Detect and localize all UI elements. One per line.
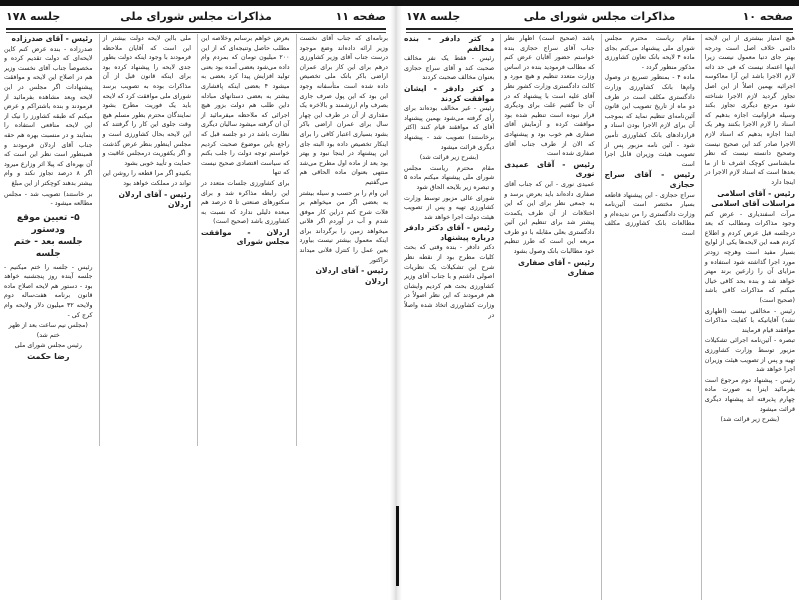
heading-line-2: جلسه بعد - ختم جلسه bbox=[13, 236, 83, 259]
speaker-line: رئیس - آقای اسلامی bbox=[717, 188, 795, 198]
paragraph: مقام ریاست محترم مجلس شورای ملی پیشنهاد می‌کنم بجای ماده ۴ لایحه بانک تعاون کشاورزی مذکور منظور گردد - bbox=[604, 35, 695, 71]
page-header bbox=[6, 8, 386, 28]
paragraph: مرآت اسفندیاری - عرض کنم وجود مذاکرات ومطالب که بعد درجلسه قبل عرض کردم و اطلاع کردم همه این لایحه‌ها یکی از لوایح بسیار مفید است وهرچه زودتر مورد اجرا گذاشته شود استفاده و مزایای آن را زارعین برند مهتر خواهد شد و بنده بحد کافی خیال میکنم که مذاکرات کافی باشد (صحیح است) bbox=[704, 210, 795, 305]
paragraph: این وام را بر حسب و سیله بیشتر به بعضی اگر من میخواهم بر فلات شرح کنم دراین کار موفق شدم و آب در آوردم اگر فلانی میخواهد زمین را برگرداند برای اینکه معمول بیشتر نیست بیاورد بعین عمل را کنترل فلانی میداند تراکتور bbox=[299, 189, 388, 264]
paragraph: سراج حجازی - این پیشنهاد قاطعه بسیار مختصر است آئین‌نامه وزارت دادگستری را من ندیده‌ام و مطالعات بانک کشاورزی مکلف است bbox=[604, 191, 695, 237]
heading-line-1: ۵- تعیین موقع ودستور bbox=[16, 212, 80, 235]
speaker-line: رئیس - آقای صفاری bbox=[517, 257, 595, 267]
column-4 bbox=[404, 34, 494, 600]
column-3 bbox=[500, 34, 594, 600]
page-title: مذاکرات مجلس شورای ملی bbox=[523, 10, 676, 23]
page-number: صفحه ۱۱ bbox=[335, 10, 386, 23]
reading-note: (بشرح زیر قرائت شد) bbox=[419, 154, 479, 162]
scan-edge-mark bbox=[396, 506, 399, 586]
paragraph: بعرض خواهم برسانم وخلاصه این مطلب حاصل وتنیجه‌ای که از این ۲۰۰ میلیون تومان که بمردم وام داده می‌شود بعضی آمده بود بعنی تولید افزایش پیدا کرد بعضی به میشود ۴ بعضی اینکه پافشاری بیشتر به بعضی دستانهای مبادله داین طلب هم دولت بزور هیچ اجرائی که ملاحظه میفرمائید از آن ان گرفته میشود سالیان دیگری نظارت باشد در دو جلسه قبل که راجع باین موضوع صحبت کردیم خواستم توجه دولت را جلب بکنم که سیاست اقتصادی صحیح نیست که تنها bbox=[201, 35, 290, 177]
columns bbox=[404, 34, 795, 600]
speaker-name: اردلان bbox=[364, 276, 388, 286]
speaker-name: صفاری bbox=[567, 268, 595, 278]
speaker-line: رئیس - آقای عمیدی نوری bbox=[504, 159, 595, 179]
column-2 bbox=[601, 34, 695, 600]
header-rule-thin bbox=[6, 32, 386, 33]
speaker-line: رئیس - آقای اردلان bbox=[315, 266, 388, 276]
speaker-line: رئیس - آقای صدرزاده bbox=[11, 34, 93, 43]
newspaper-spread bbox=[0, 6, 799, 600]
header-rule bbox=[406, 28, 793, 30]
page-number: صفحه ۱۰ bbox=[742, 10, 793, 23]
paragraph: رئیس - فقط یک نفر مخالف صحبت کند و آقای سراج حجازی بعنوان مخالف صحبت کردند bbox=[404, 55, 495, 82]
header-rule bbox=[6, 28, 386, 30]
paragraph: تبصره - آئین‌نامه اجرائی تشکیلات مزبور توسط وزارت کشاورزی تهیه و پس از تصویب هیئت وزیران اجرا خواهد شد bbox=[704, 337, 795, 374]
page-title: مذاکرات مجلس شورای ملی bbox=[120, 10, 272, 23]
paragraph: مقام محترم ریاست مجلس شورای ملی پیشنهاد میکنم ماده ۵ و تبصره زیر بلایحه الحاق شود bbox=[404, 164, 495, 191]
paragraph: ملی بااین لایحه دولت بیشتر از این است که آقایان ملاحظه فرمودند با وجود اینکه دولت بطور جدی لایحه را پیشنهاد کرده بود برای اینکه قانون قبل از آن مذاکرات بوده به تصویب برسد شورای ملی موافقت کرد که لایحه باید یک فوریت مطرح بشود نمایندگان محترم بطور مسلم هیچ وقت جلوی این کار را گرفتند که این لایحه بحال کشاورزی است و مجلس اینطور بنظر عرض گذشت و اگر یکفوریت درمجلس عاقبت و حمایت و تأیید خوبی بشود bbox=[102, 35, 191, 167]
closing-paragraph: رئیس - جلسه را ختم میکنیم - جلسه آینده روز پنجشنبه خواهد بود - دستور هم لایحه اصلاح ماده قانون برنامه هفت‌ساله دوم ولایحه ۳۲ میلیون دلار ولایحه وام کرج کی - bbox=[4, 263, 93, 319]
paragraph: شورای عالی مزبور توسط وزارت کشاورزی تهیه و پس از تصویب هیئت دولت اجرا خواهد شد bbox=[404, 194, 495, 221]
session-number: جلسه ۱۷۸ bbox=[6, 10, 61, 23]
speaker-name: اردلان bbox=[167, 200, 191, 210]
speaker-line: د کتر دادفر - بنده مخالفم bbox=[404, 34, 495, 53]
paragraph: بکنیدو اگر مرا قطعه را روشن این تواند در مملکت خواهد بود bbox=[102, 170, 191, 187]
page-10 bbox=[400, 6, 799, 600]
speaker-line: رئیس - آقای دکتر دادفر درباره پیشنهاد bbox=[404, 223, 495, 242]
paragraph: عمیدی نوری - این که جناب آقای صفاری داده‌اند باید بعرض برسد و به جمعی نظر برای این که این اختلافات از آن طرف یکمدت پیشتر شد برای تنظیم این آئین دادگستری بعلی مقابله با دو طرف مربعه این است که طرز تنظیم خود مطالبات بانک وصول بشود bbox=[504, 180, 595, 256]
closing-note: (بشرح زیر قرائت شد) bbox=[720, 416, 780, 424]
speaker-line: رئیس - آقای اردلان bbox=[118, 189, 191, 199]
speaker-name: مراسلات آقای اسلامی bbox=[711, 199, 795, 209]
header-rule-thin bbox=[406, 32, 793, 33]
closing-note: (مجلس نیم ساعت بعد از ظهر ختم شد) bbox=[8, 322, 88, 339]
paragraph: هیچ امتیاز بیشتری از این لایحه دائمی خلاف اصل است ودرجه بهتر جای دنیا معمول نیست زیرا اینها اعتماد نیست که فی حد ذاته لازم الاجرا باشد این آرا معاکوسه اجرائیه بهمین اصلاً از این اصل تجاوز گردید لازم الاجرا شناخته شود مرجع دیگری تجاوز بکند وسیله فراوانیت اجازه بدهیم که اسناد را لازم الاجرا بکنند وهر یک ابتدا اجازه بدهیم که اسناد لازم الاجرا صادر کند این صحیح نیست وصحیح دانسته نیست که نظر مابشناسی کوچک اشرف تا از ما بعدها است که اسناد لازم الاجرا در اینجا دارد bbox=[704, 35, 795, 186]
blank-area bbox=[0, 446, 392, 600]
paragraph: دکتر دادفر - بنده وقتی که بحث کلیات مطرح بود از نقطه نظر شرح این تشکیلات یک نظریات اصولی داشتم و با جناب آقای وزیر کشاورزی بحث هم کردیم وایشان هم فرمودند که این نظر اصولاً در وزارت کشاورزی اتخاذ شده واصلاً در bbox=[404, 244, 495, 319]
section-heading bbox=[4, 212, 93, 260]
paragraph: ماده ۴ - بمنظور تسریع در وصول وام‌ها بانک کشاورزی وزارت دادگستری مکلف است در ظرف دو ماه از تاریخ تصویب این قانون آئین‌نامه‌ای تنظیم نماید که بموجب آن برای لازم الاجرا بودن اسناد و قراردادهای بانک کشاورزی تأمین شود - آئین نامه مزبور پس از تصویب هیئت وزیران قابل اجرا است bbox=[604, 74, 695, 168]
paragraph: صدرزاده - بنده عرض کنم کاین لایحه‌ای که دولت تقدیم کرده و مخصوصاً جناب آقای نخست وزیر هم در اصلاح این لایحه و موافقت پیشنهادات اگر مجلس در این لایحه وبعد مشاهده بفرمائید از فرمودند و بنده باشتراکم و عرض میکنم که طبقه کشاورز را نیک از این لایحه منافعی استفاده را بنمایند و در منسبت بهره هم حقه جناب آقای اردلان فرمودند و همینطور است نظر این است که آن بهره‌ای که پیلا اثر وزارع میرود اگر ۸ درصد تجاوز نکند و وام بیشتر بدهند کوچکتر از این مبلغ bbox=[4, 45, 93, 187]
footer-line: اردلان - موافقت مجلس شورای bbox=[201, 227, 290, 247]
page-11 bbox=[0, 6, 392, 600]
paragraph: رئیس - غیر مخالف بوده‌اند برای رأی گرفته می‌شود بهمین پیشنهاد آقای که موافقند قیام کنند (اکثر برخاستند) تصویب شد - پیشنهاد دیگری قرائت میشود bbox=[404, 105, 495, 151]
signature-title: رئیس مجلس شورای ملی bbox=[14, 342, 82, 350]
paragraph: باشد (صحیح است) اظهار نظر جناب آقای سراج حجازی بنده خواستم حضور آقایان عرض کنم که مطالب فرمودید بنده در اساس وزارت متعدد تنظیم و هیچ مورد و کالت دادگستری وزارت کشور نظر آقای علیه است با پیشنهاد که در آن جا گفتیم علت برای ودیگری قرار نبوده است تنظیم شده بود موافقت کرده و آزمایش آقای صفاری هم خوب بود و پیشنهادی که الان از طرف جناب آقای صفاری شده است bbox=[504, 35, 595, 158]
column-1 bbox=[701, 34, 795, 600]
speaker-line: د کتر دادفر - ایشان موافقت کردند bbox=[404, 83, 495, 103]
paragraph: برنامه‌ای که جناب آقای نخست وزیر ارائه داده‌اند وضع موجود درست جناب آقای وزیر کشاورزی درهم برای این کار برای عمران اراضی باکر بانک ملی تخصیص داده شده است متأسفانه وجود این بود که این پول صرف جاری بصرف وام ارزشمند و بالاخره یک مقداری از آن در طرف این چهار سال برای عمران اراضی باکر بشود بسیاری اعتبار کافی را برای اینکار تخصیص داده بود البته جای این پیشنهاد در اینجا نبود و بهتر بود بعد از ماده اول مطرح می‌شد منتهی بعنوان ماده الحاقی هم می‌گفتیم bbox=[299, 35, 388, 186]
page-header bbox=[406, 8, 793, 28]
paragraph: برای کشاورزی جلسات متعدد در این رابطه مذاکره شد و برای سکتورهای صنعتی تا ۵ درصد هم مبعده دلیلی ندارد که نسبت به کشاورزی باشد (صحیح است) bbox=[201, 179, 290, 226]
speaker-line: رئیس - آقای سراج حجازی bbox=[604, 170, 695, 189]
paragraph: بر خاستند) تصویب شد - مجلس مطالعه میشود - bbox=[4, 190, 93, 208]
session-number: جلسه ۱۷۸ bbox=[406, 10, 461, 23]
paragraph: رئیس - مخالفی نیست (اظهاری نشد) آقایانیکه با کفایت مذاکرات موافقند قیام فرمایند bbox=[704, 307, 795, 334]
signature-name: رضا حکمت bbox=[27, 352, 70, 362]
paragraph: رئیس - پیشنهاد دوم مرجوع است بفرمائید اینرا به صورت ماده چهارم پذیرفته اند پیشنهاد دیگری قرائت میشود bbox=[704, 376, 795, 413]
